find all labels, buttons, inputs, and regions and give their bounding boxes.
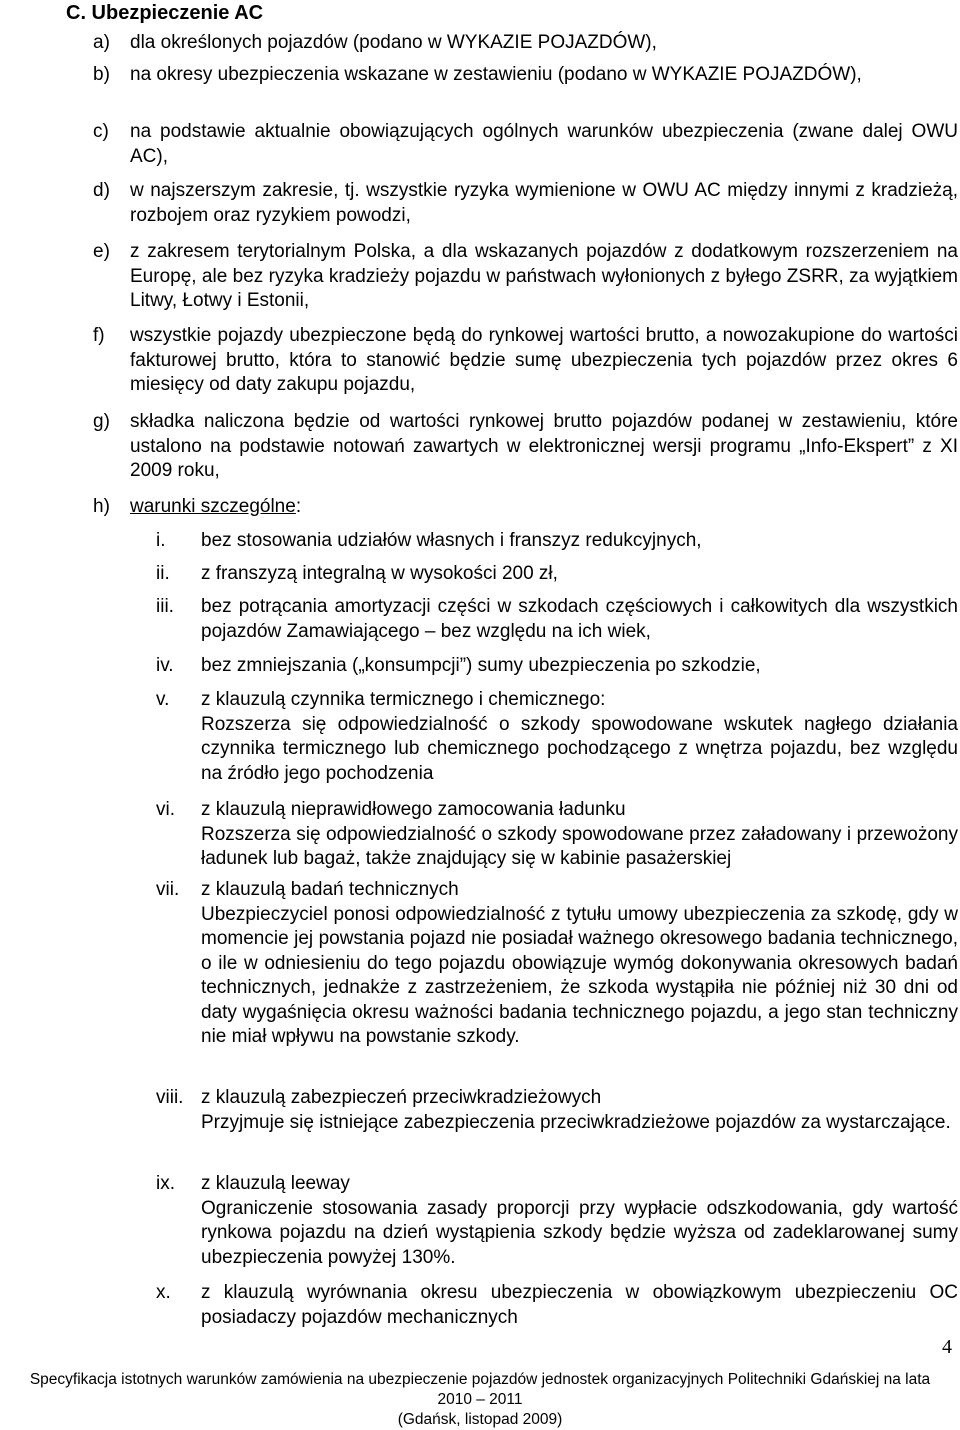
list-item-a: [93, 31, 958, 56]
page-number: 4: [942, 1336, 952, 1358]
subitem-vi: [156, 798, 958, 872]
list-item-g: [93, 410, 958, 484]
subitem-v: [156, 688, 958, 786]
subitem-text: z franszyzą integralną w wysokości 200 zł,: [201, 563, 558, 584]
subitem-text: z klauzulą zabezpieczeń przeciwkradzieżowych: [201, 1087, 602, 1108]
subitem-iii: [156, 595, 958, 644]
subitem-text: z klauzulą badań technicznych: [201, 879, 459, 900]
item-label: b): [93, 64, 110, 85]
section-title: C. Ubezpieczenie AC: [66, 2, 264, 24]
list-item-e: [93, 240, 958, 314]
subitem-text: z klauzulą czynnika termicznego i chemicznego:: [201, 689, 606, 710]
footer-line-3: (Gdańsk, listopad 2009): [397, 1411, 563, 1428]
footer-line-2: 2010 – 2011: [437, 1391, 523, 1408]
subitem-description: Rozszerza się odpowiedzialność o szkody spowodowane wskutek nagłego działania czynnika termicznego lub chemicznego pochodzącego z wnętrza pojazdu, bez względu na źródło jego pochodzenia: [201, 713, 958, 784]
item-text: składka naliczona będzie od wartości rynkowej brutto pojazdów podanej w zestawieniu, które ustalono na podstawie notowań zawartych w elektronicznej wersji programu „Info-Ekspert” z XI 2009 roku,: [130, 411, 958, 481]
item-label: g): [93, 411, 110, 432]
subitem-label: viii.: [156, 1087, 184, 1108]
subitem-label: vii.: [156, 879, 180, 900]
list-item-c: [93, 120, 958, 169]
item-label: e): [93, 241, 110, 262]
list-item-d: [93, 179, 958, 228]
subitem-vii: [156, 878, 958, 1050]
subitem-label: iii.: [156, 596, 174, 617]
special-conditions-heading: warunki szczególne: [130, 496, 296, 517]
subitem-i: [156, 529, 958, 554]
subitem-label: i.: [156, 530, 166, 551]
subitem-label: iv.: [156, 655, 174, 676]
page-footer: [0, 1370, 960, 1430]
subitem-label: ix.: [156, 1173, 175, 1194]
item-label: h): [93, 496, 110, 517]
subitem-description: Ubezpieczyciel ponosi odpowiedzialność z tytułu umowy ubezpieczenia za szkodę, gdy w momencie jej powstania pojazd nie posiadał ważnego okresowego badania technicznego, o ile w odniesieniu do tego pojazdu obowiązuje wymóg dokonywania okresowych badań technicznych, jednakże z zastrzeżeniem, że szkoda wystąpiła nie później niż 30 dni od daty wygaśnięcia okresu ważności badania technicznego pojazdu, a jego stan techniczny nie miał wpływu na powstanie szkody.: [201, 903, 958, 1047]
item-label: c): [93, 121, 109, 142]
subitem-description: Ograniczenie stosowania zasady proporcji przy wypłacie odszkodowania, gdy wartość rynkowa pojazdu na dzień wystąpienia szkody będzie wyższa od zadeklarowanej sumy ubezpieczenia powyżej 130%.: [201, 1197, 958, 1268]
subitem-text: z klauzulą nieprawidłowego zamocowania ładunku: [201, 799, 626, 820]
item-text: [130, 495, 958, 520]
subitem-label: x.: [156, 1282, 171, 1303]
subitem-x: [156, 1281, 958, 1330]
footer-line-1: Specyfikacja istotnych warunków zamówienia na ubezpieczenie pojazdów jednostek organizacyjnych Politechniki Gdańskiej na lata: [29, 1371, 931, 1388]
subitem-label: vi.: [156, 799, 175, 820]
item-label: d): [93, 180, 110, 201]
item-label: a): [93, 32, 110, 53]
subitem-description: Przyjmuje się istniejące zabezpieczenia przeciwkradzieżowe pojazdów za wystarczające.: [201, 1111, 951, 1133]
item-text: na podstawie aktualnie obowiązujących ogólnych warunków ubezpieczenia (zwane dalej OWU AC),: [130, 121, 958, 167]
subitem-description: Rozszerza się odpowiedzialność o szkody spowodowane przez załadowany i przewożony ładunek lub bagaż, także znajdujący się w kabinie pasażerskiej: [201, 823, 958, 869]
list-item-f: [93, 324, 958, 398]
subitem-label: ii.: [156, 563, 170, 584]
list-item-h: [93, 495, 958, 520]
subitem-ix: [156, 1172, 958, 1270]
subitem-text: z klauzulą wyrównania okresu ubezpieczenia w obowiązkowym ubezpieczeniu OC posiadaczy pojazdów mechanicznych: [201, 1282, 958, 1328]
subitem-iv: [156, 654, 958, 679]
subitem-text: bez potrącania amortyzacji części w szkodach częściowych i całkowitych dla wszystkich pojazdów Zamawiającego – bez względu na ich wiek,: [201, 596, 958, 642]
list-item-b: [93, 63, 958, 88]
item-text: w najszerszym zakresie, tj. wszystkie ryzyka wymienione w OWU AC między innymi z kradzieżą, rozbojem oraz ryzykiem powodzi,: [130, 180, 958, 226]
subitem-text: bez stosowania udziałów własnych i franszyz redukcyjnych,: [201, 530, 702, 551]
item-text: z zakresem terytorialnym Polska, a dla wskazanych pojazdów z dodatkowym rozszerzeniem na Europę, ale bez ryzyka kradzieży pojazdu w państwach wyłonionych z byłego ZSRR, za wyjątkiem Litwy, Łotwy i Estonii,: [130, 241, 958, 311]
item-text: wszystkie pojazdy ubezpieczone będą do rynkowej wartości brutto, a nowozakupione do wartości fakturowej brutto, która to stanowić będzie sumę ubezpieczenia tych pojazdów przez okres 6 miesięcy od daty zakupu pojazdu,: [130, 325, 958, 395]
colon: :: [295, 496, 302, 517]
item-text: dla określonych pojazdów (podano w WYKAZIE POJAZDÓW),: [130, 32, 657, 53]
subitem-ii: [156, 562, 958, 587]
subitem-text: z klauzulą leeway: [201, 1173, 350, 1194]
subitem-text: bez zmniejszania („konsumpcji”) sumy ubezpieczenia po szkodzie,: [201, 655, 761, 676]
item-text: na okresy ubezpieczenia wskazane w zestawieniu (podano w WYKAZIE POJAZDÓW),: [130, 64, 862, 85]
subitem-viii: [156, 1086, 958, 1135]
item-label: f): [93, 325, 105, 346]
subitem-label: v.: [156, 689, 170, 710]
